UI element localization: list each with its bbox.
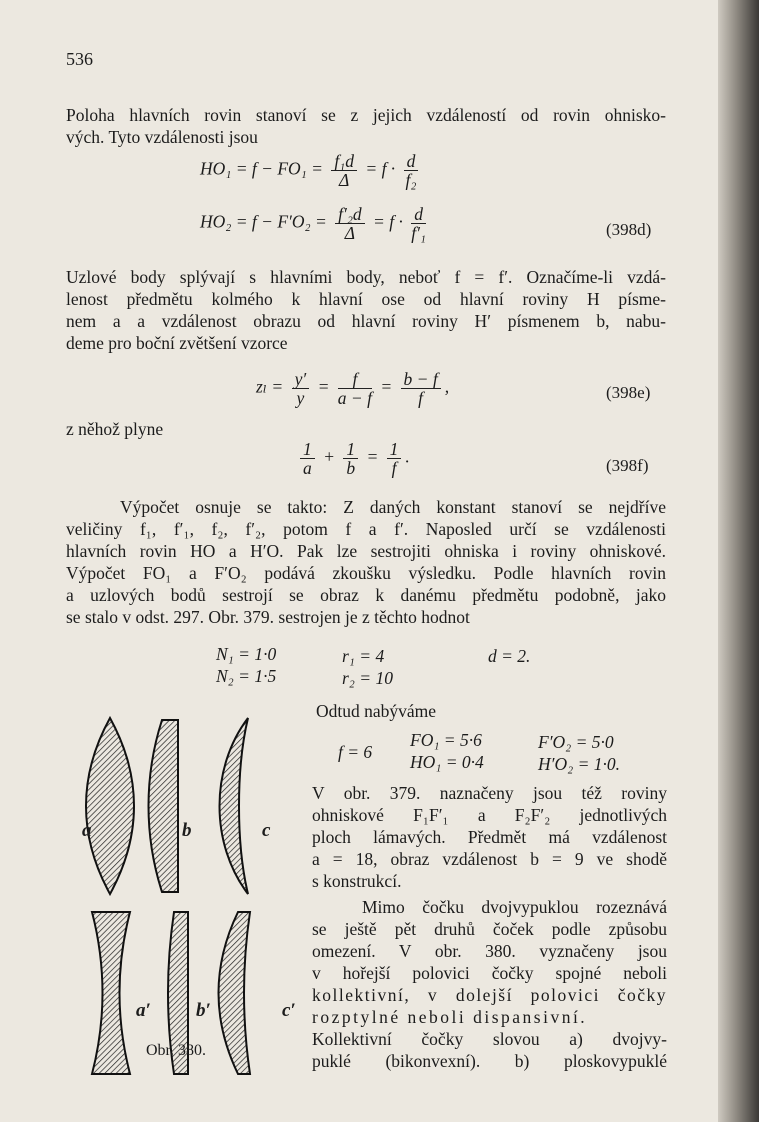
result-FpO2: F′O₂ = 5·0 (538, 732, 614, 752)
paragraph-1 (66, 104, 666, 148)
fraction (300, 440, 315, 477)
equation-lhs: HO₂ = f − F′O₂ = (200, 211, 327, 232)
value-N1: N₁ = 1·0 (216, 644, 277, 664)
result-HO1: HO₁ = 0·4 (410, 752, 484, 772)
fraction (387, 440, 402, 477)
numerator: d (411, 205, 426, 224)
text-line: s konstrukcí. (312, 871, 402, 891)
text-line: ohniskové F₁F′₁ a F₂F′₂ jednotlivých (312, 805, 667, 825)
text-line: Mimo čočku dvojvypuklou rozeznává (362, 897, 667, 917)
lens-biconcave (92, 912, 130, 1074)
text-line: Odtud nabýváme (316, 701, 437, 721)
fraction (411, 205, 426, 242)
fraction (404, 152, 419, 189)
fraction (401, 370, 441, 407)
text-line: nem a a vzdálenost obrazu od hlavní roviny H′ písmenem b, nabu- (66, 311, 666, 331)
paragraph-3 (66, 496, 666, 628)
lens-meniscus-concave (219, 912, 251, 1074)
text-line: se ještě pět druhů čoček podle způsobu (312, 919, 667, 939)
text-line: vých. Tyto vzdálenosti jsou (66, 127, 258, 147)
lens-meniscus-convex (220, 718, 249, 894)
equation-lhs: HO₁ = f − FO₁ = (200, 158, 323, 179)
numerator: f (338, 370, 372, 389)
figure-label-b: b (182, 820, 192, 841)
lens-biconvex (86, 718, 134, 894)
text-line: kollektivní, v dolejší polovici čočky (312, 985, 667, 1005)
text-line: lenost předmětu kolmého k hlavní ose od hlavní roviny H písme- (66, 289, 666, 309)
text-line: Výpočet osnuje se takto: Z daných konstant stanoví se nejdříve (120, 497, 666, 517)
denominator: a − f (337, 388, 372, 408)
equation-mid: = f · (373, 211, 403, 232)
result-HpO2: H′O₂ = 1·0. (538, 754, 620, 774)
fraction (343, 440, 358, 477)
text-line: Uzlové body splývají s hlavními body, neboť f = f′. Označíme-li vzdá- (66, 267, 666, 287)
denominator: Δ (339, 170, 350, 190)
value-N2: N₂ = 1·5 (216, 666, 277, 686)
fraction (331, 152, 357, 189)
numerator: f′₂d (335, 205, 365, 224)
book-spine-shadow (718, 0, 759, 1122)
figure-caption: Obr. 380. (146, 1042, 206, 1059)
paragraph-4 (312, 782, 667, 892)
equation-398d-line-2 (200, 205, 430, 242)
denominator: a (303, 458, 312, 478)
equation-number: (398d) (606, 220, 652, 239)
text-line: rozptylné neboli dispansivní. (312, 1007, 588, 1027)
equation-number: (398f) (606, 456, 649, 475)
figure-label-b-prime: b′ (196, 1000, 211, 1021)
text-line: Výpočet FO₁ a F′O₂ podává zkoušku výsledku. Podle hlavních rovin (66, 563, 666, 583)
denominator: y (296, 388, 305, 408)
fraction (338, 370, 372, 407)
denominator: f (391, 458, 397, 478)
result-f: f = 6 (338, 742, 373, 762)
denominator: f₂ (405, 170, 417, 190)
value-r2: r₂ = 10 (342, 668, 393, 688)
figure-380-lenses (70, 706, 300, 1086)
fraction (292, 370, 310, 407)
numerator: y′ (292, 370, 310, 389)
text-line: V obr. 379. naznačeny jsou též roviny (312, 783, 667, 803)
paragraph-5 (312, 896, 667, 1072)
equation-number: (398e) (606, 383, 651, 402)
text-line: a = 18, obraz vzdálenost b = 9 ve shodě (312, 849, 667, 869)
equation-lhs: zₗ = (256, 376, 284, 397)
text-line: v hořejší polovici čočky spojné neboli (312, 963, 667, 983)
equation-mid: = f · (365, 158, 396, 179)
text-line: puklé (bikonvexní). b) ploskovypuklé (312, 1051, 667, 1071)
text-line: z něhož plyne (66, 419, 164, 439)
equation-398f: $\frac{1}{a}$ + $\frac{1}{b}$ = $\frac{1}{f}$ . (296, 440, 410, 477)
lens-plano-convex (149, 720, 179, 892)
figure-label-c-prime: c′ (282, 1000, 296, 1021)
denominator: Δ (344, 223, 356, 243)
figure-label-a-prime: a′ (136, 1000, 151, 1021)
denominator: f (418, 388, 424, 408)
figure-label-c: c (262, 820, 271, 841)
text-line: se stalo v odst. 297. Obr. 379. sestrojen je z těchto hodnot (66, 607, 470, 627)
numerator: 1 (300, 440, 315, 459)
result-FO1: FO₁ = 5·6 (410, 730, 482, 750)
text-line: omezení. V obr. 380. vyznačeny jsou (312, 941, 667, 961)
figure-label-a: a (82, 820, 92, 841)
numerator: f₁d (331, 152, 357, 171)
text-line: a uzlových bodů sestrojí se obraz k danému předmětu podobně, jako (66, 585, 666, 605)
numerator: d (404, 152, 419, 171)
equation-398d-line-1 (200, 152, 422, 189)
page-number: 536 (66, 49, 93, 69)
fraction (335, 205, 365, 242)
text-line: hlavních rovin HO a H′O. Pak lze sestrojiti ohniska i roviny ohniskové. (66, 541, 666, 561)
equation-398e: zₗ = $\frac{y'}{y}$ = $\frac{f}{a - f}$ = $\frac{b - f}{f}$ , (256, 369, 450, 408)
text-line: Poloha hlavních rovin stanoví se z jejich vzdáleností od rovin ohnisko- (66, 105, 666, 125)
text-line: deme pro boční zvětšení vzorce (66, 333, 288, 353)
numerator: b − f (401, 370, 441, 389)
value-d: d = 2. (488, 646, 531, 666)
text-line: Kollektivní čočky slovou a) dvojvy- (312, 1029, 667, 1049)
paragraph-2 (66, 266, 666, 354)
denominator: b (346, 458, 356, 478)
denominator: f′₁ (411, 223, 426, 243)
value-r1: r₁ = 4 (342, 646, 385, 666)
numerator: 1 (387, 440, 402, 459)
text-line: veličiny f₁, f′₁, f₂, f′₂, potom f a f′. Naposled určí se vzdálenosti (66, 519, 666, 539)
numerator: 1 (343, 440, 358, 459)
text-line: ploch lámavých. Předmět má vzdálenost (312, 827, 667, 847)
